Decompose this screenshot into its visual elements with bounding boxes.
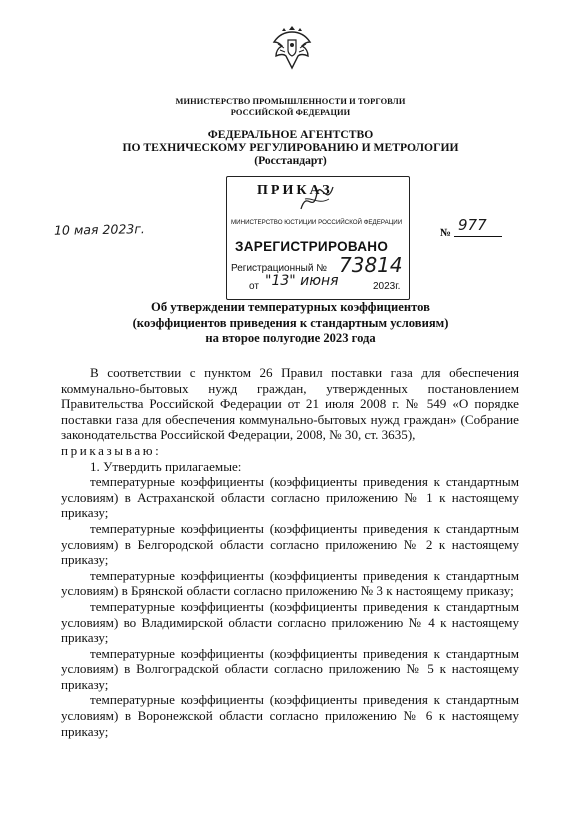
order-number-handwritten: 977 bbox=[458, 216, 487, 234]
list-item: температурные коэффициенты (коэффициенты приведения к стандартным условиям) в Астраханской области согласно приложению № 1 к настоящему приказу; bbox=[61, 474, 519, 521]
item-1-heading: 1. Утвердить прилагаемые: bbox=[90, 458, 242, 474]
stamp-year: 2023г. bbox=[373, 281, 401, 292]
title-line: Об утверждении температурных коэффициентов bbox=[151, 300, 430, 314]
document-body bbox=[61, 365, 519, 739]
prikazyvayu-word: приказываю: bbox=[61, 442, 162, 458]
stamp-from-date-handwritten: "13" июня bbox=[265, 273, 339, 289]
list-item: температурные коэффициенты (коэффициенты приведения к стандартным условиям) в Брянской области согласно приложению № 3 к настоящему приказу; bbox=[61, 567, 519, 599]
ministry-line: РОССИЙСКОЙ ФЕДЕРАЦИИ bbox=[230, 108, 351, 117]
agency-heading bbox=[0, 128, 581, 167]
ministry-line: МИНИСТЕРСТВО ПРОМЫШЛЕННОСТИ И ТОРГОВЛИ bbox=[175, 97, 406, 106]
order-date-handwritten: 10 мая 2023г. bbox=[53, 221, 145, 238]
title-line: на второе полугодие 2023 года bbox=[205, 331, 376, 345]
stamp-reg-number-handwritten: 73814 bbox=[339, 253, 403, 277]
intro-paragraph: В соответствии с пунктом 26 Правил поставки газа для обеспечения коммунально-бытовых нужд граждан, утвержденных постановлением Правительства Российской Федерации от 21 июля 2008 г. № 549 «О порядке поставки газа для обеспечения коммунально-бытовых нужд граждан» (Собрание законодательства Российской Федерации, 2008, № 30, ст. 3635), bbox=[61, 365, 519, 443]
registration-stamp bbox=[226, 176, 410, 300]
list-item: температурные коэффициенты (коэффициенты приведения к стандартным условиям) в Воронежской области согласно приложению № 6 к настоящему приказу; bbox=[61, 692, 519, 739]
agency-line: ПО ТЕХНИЧЕСКОМУ РЕГУЛИРОВАНИЮ И МЕТРОЛОГИИ bbox=[122, 141, 459, 154]
agency-line: (Росстандарт) bbox=[254, 154, 327, 167]
list-item: температурные коэффициенты (коэффициенты приведения к стандартным условиям) во Владимирской области согласно приложению № 4 к настоящему приказу; bbox=[61, 598, 519, 646]
order-number-underline bbox=[454, 236, 502, 237]
signature-scribble-icon bbox=[297, 179, 337, 219]
agency-line: ФЕДЕРАЛЬНОЕ АГЕНТСТВО bbox=[207, 128, 374, 141]
stamp-reg-number-label: Регистрационный № bbox=[231, 263, 327, 274]
ministry-heading bbox=[0, 96, 581, 118]
title-line: (коэффициентов приведения к стандартным условиям) bbox=[132, 315, 449, 330]
stamp-from-label: от bbox=[249, 281, 259, 292]
list-item: температурные коэффициенты (коэффициенты приведения к стандартным условиям) в Волгоградской области согласно приложению № 5 к настоящему приказу; bbox=[61, 645, 519, 692]
order-number-label: № bbox=[440, 227, 452, 239]
coat-of-arms-emblem bbox=[270, 22, 314, 72]
document-title bbox=[0, 300, 581, 347]
list-item: температурные коэффициенты (коэффициенты приведения к стандартным условиям) в Белгородской области согласно приложению № 2 к настоящему приказу; bbox=[61, 520, 519, 568]
stamp-registered: ЗАРЕГИСТРИРОВАНО bbox=[235, 239, 389, 254]
stamp-ministry: МИНИСТЕРСТВО ЮСТИЦИИ РОССИЙСКОЙ ФЕДЕРАЦИИ bbox=[231, 219, 403, 226]
stamp-prikaz-heading: ПРИКАЗ bbox=[257, 183, 333, 198]
